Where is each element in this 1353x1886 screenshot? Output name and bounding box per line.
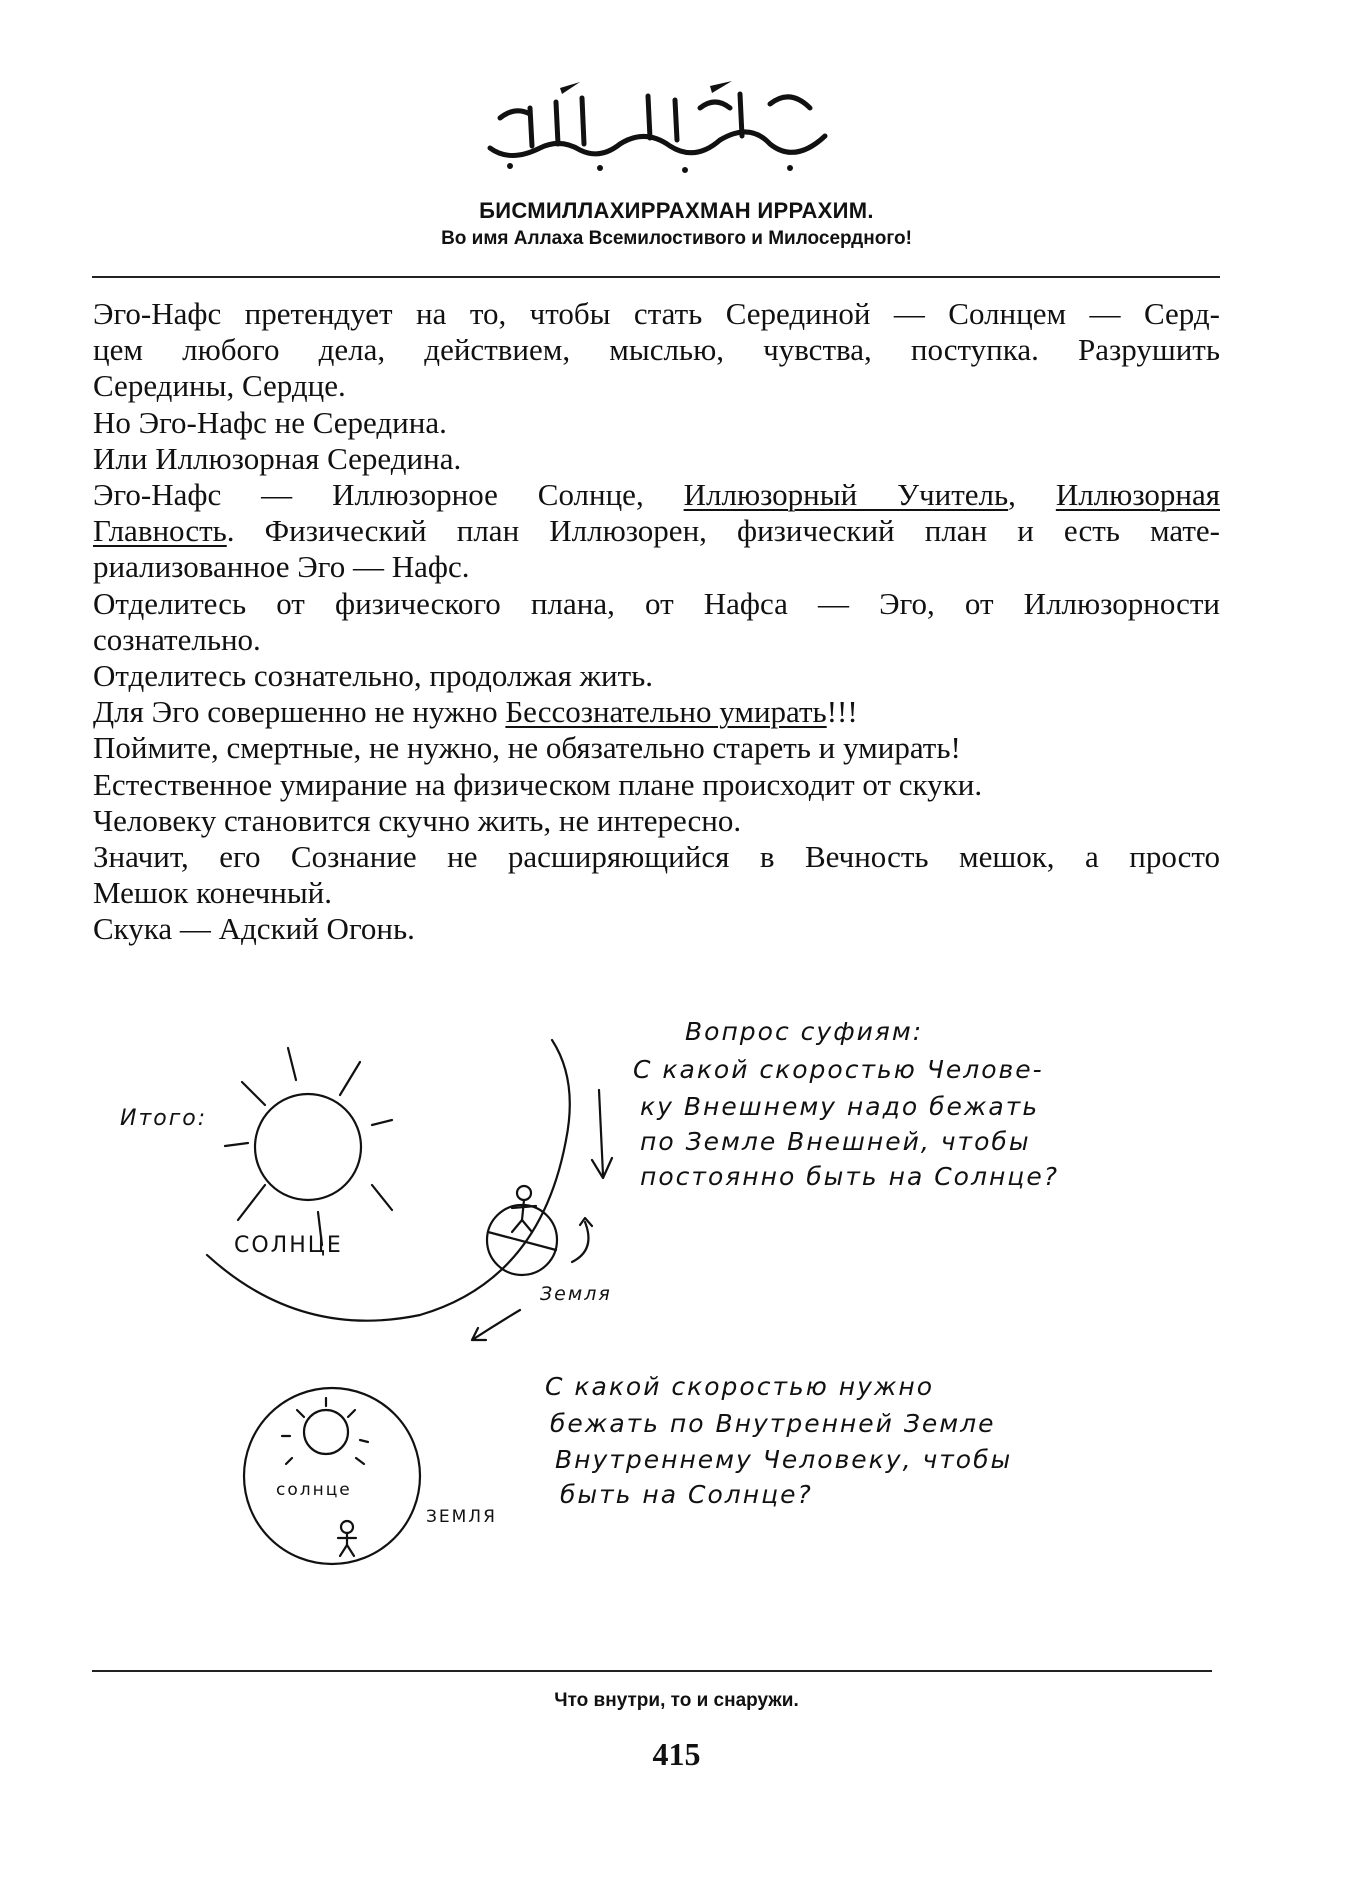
text-line: сознательно. (93, 621, 261, 657)
page-title: БИСМИЛЛАХИРРАХМАН ИРРАХИМ. (479, 198, 874, 223)
body-text (93, 296, 1220, 948)
underlined-phrase: Главность (93, 513, 227, 549)
earth-2-circle (244, 1388, 420, 1564)
person-2-figure (338, 1521, 356, 1556)
text-line: риализованное Эго — Нафс. (93, 549, 470, 585)
bismillah-calligraphy (470, 78, 850, 178)
orbit-arc (207, 1040, 570, 1321)
down-arrow (592, 1090, 612, 1178)
question-1-line: ку Внешнему надо бежать (640, 1092, 1040, 1121)
text-line: Поймите, смертные, не нужно, не обязательно стареть и умирать! (93, 730, 961, 766)
sun-1-rays (225, 1048, 392, 1245)
question-1-line: по Земле Внешней, чтобы (640, 1127, 1031, 1156)
question-2-line: бежать по Внутренней Земле (550, 1409, 996, 1438)
text-line: Значит, его Сознание не расширяющийся в Вечность мешок, а просто (93, 839, 1220, 875)
page-subtitle: Во имя Аллаха Всемилостивого и Милосердного! (441, 228, 912, 249)
text-line: Естественное умирание на физическом плане происходит от скуки. (93, 766, 983, 802)
text-line: Но Эго-Нафс не Середина. (93, 404, 447, 440)
person-1-figure (512, 1186, 536, 1232)
text-span: Эго-Нафс — Иллюзорное Солнце, (93, 477, 644, 513)
earth-1-label: Земля (540, 1283, 612, 1305)
itogo-label: Итого: (120, 1106, 208, 1131)
text-span: Для Эго совершенно не нужно (93, 694, 506, 730)
text-line: Мешок конечный. (93, 875, 333, 911)
question-2 (545, 1372, 1012, 1509)
text-line: Или Иллюзорная Середина. (93, 440, 462, 476)
sun-1-label: СОЛНЦЕ (234, 1233, 343, 1258)
header-divider (92, 276, 1220, 278)
sun-2-circle (304, 1410, 348, 1454)
text-line: Отделитесь от физического плана, от Нафса — Эго, от Иллюзорности (93, 585, 1220, 621)
question-2-line: быть на Солнце? (560, 1480, 813, 1509)
question-1-line: Вопрос суфиям: (685, 1017, 924, 1046)
sun-2-label: солнце (276, 1480, 352, 1500)
text-line: Скука — Адский Огонь. (93, 911, 415, 947)
rotation-arrow (572, 1218, 592, 1262)
question-1 (633, 1017, 1059, 1191)
orbit-arrow (472, 1310, 520, 1340)
text-line: Человеку становится скучно жить, не интересно. (93, 802, 742, 838)
text-line: Эго-Нафс претендует на то, чтобы стать Серединой — Солнцем — Серд- (93, 296, 1220, 331)
question-2-line: С какой скоростью нужно (545, 1372, 935, 1401)
footer-divider (92, 1670, 1212, 1672)
text-line (93, 477, 1220, 513)
underlined-phrase: Бессознательно умирать (505, 694, 827, 730)
text-line (93, 513, 1220, 549)
page-number: 415 (652, 1736, 701, 1772)
sun-1-circle (255, 1094, 361, 1200)
text-line: цем любого дела, действием, мыслью, чувства, поступка. Разрушить (93, 332, 1220, 368)
text-span: !!! (826, 694, 858, 730)
text-span: , (1008, 477, 1016, 513)
underlined-phrase: Иллюзорный Учитель (683, 477, 1009, 513)
text-line (93, 694, 1220, 730)
text-line: Середины, Сердце. (93, 368, 346, 404)
question-1-line: С какой скоростью Челове- (633, 1055, 1044, 1084)
earth-2-label: ЗЕМЛЯ (426, 1507, 497, 1527)
question-2-line: Внутреннему Человеку, чтобы (555, 1445, 1013, 1474)
underlined-phrase: Иллюзорная (1055, 477, 1220, 513)
hand-drawing (0, 990, 1353, 1610)
text-line: Отделитесь сознательно, продолжая жить. (93, 658, 654, 694)
footer-quote: Что внутри, то и снаружи. (554, 1690, 799, 1711)
question-1-line: постоянно быть на Солнце? (640, 1162, 1059, 1191)
text-span: . Физический план Иллюзорен, физический план и есть мате- (226, 513, 1220, 549)
